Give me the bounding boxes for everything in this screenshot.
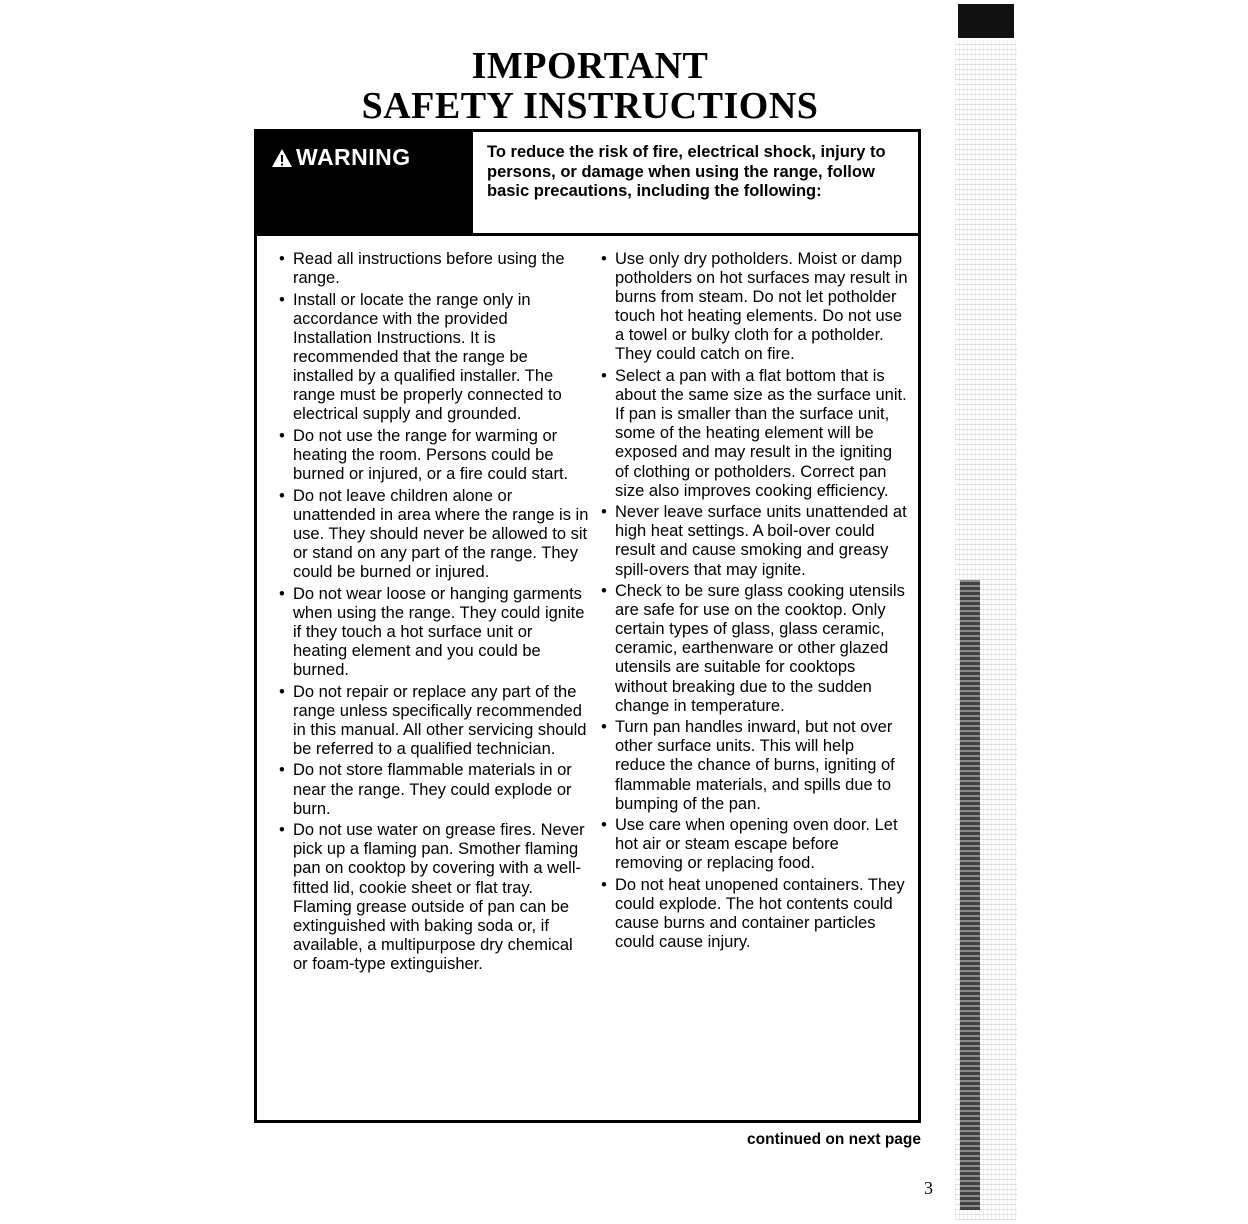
list-item: • Do not leave children alone or unattended in area where the range is in use. They should never be allowed to sit or stand on any part of the range. They could be burned or injured. xyxy=(279,487,589,582)
list-item: • Check to be sure glass cooking utensils are safe for use on the cooktop. Only certain types of glass, glass ceramic, ceramic, earthenware or other glazed utensils are suitable for cooktops without breaking due to the sudden change in temperature. xyxy=(601,582,909,716)
right-column xyxy=(601,250,909,955)
list-item: • Do not use the range for warming or heating the room. Persons could be burned or injured, or a fire could start. xyxy=(279,427,589,484)
warning-triangle-icon xyxy=(271,148,293,168)
edge-tab xyxy=(958,4,1014,38)
list-item: • Never leave surface units unattended at high heat settings. A boil-over could result and cause smoking and greasy spill-overs that may ignite. xyxy=(601,503,909,579)
warning-block xyxy=(257,132,473,235)
list-item: • Install or locate the range only in accordance with the provided Installation Instructions. It is recommended that the range be installed by a qualified installer. The range must be properly connected to electrical supply and grounded. xyxy=(279,291,589,425)
list-item: • Do not repair or replace any part of the range unless specifically recommended in this manual. All other servicing should be referred to a qualified technician. xyxy=(279,683,589,759)
warning-text: To reduce the risk of fire, electrical shock, injury to persons, or damage when using the range, follow basic precautions, including the following: xyxy=(487,143,886,200)
left-column xyxy=(279,250,589,976)
title-line-1: IMPORTANT xyxy=(471,45,709,87)
list-item: • Do not wear loose or hanging garments when using the range. They could ignite if they touch a hot surface unit or heating element and you could be burned. xyxy=(279,585,589,680)
list-item: • Do not store flammable materials in or near the range. They could explode or burn. xyxy=(279,761,589,818)
continued-note: continued on next page xyxy=(747,1131,921,1148)
list-item: • Do not use water on grease fires. Never pick up a flaming pan. Smother flaming pan on cooktop by covering with a well-fitted lid, cookie sheet or flat tray. Flaming grease outside of pan can be extinguished with baking soda or, if available, a multipurpose dry chemical or foam-type extinguisher. xyxy=(279,821,589,974)
warning-divider xyxy=(257,233,918,236)
warning-label xyxy=(271,144,411,171)
list-item: • Read all instructions before using the range. xyxy=(279,250,589,288)
list-item: • Turn pan handles inward, but not over other surface units. This will help reduce the chance of burns, igniting of flammable materials, and spills due to bumping of the pan. xyxy=(601,718,909,813)
title-line-2: SAFETY INSTRUCTIONS xyxy=(361,85,819,127)
list-item: • Do not heat unopened containers. They could explode. The hot contents could cause burns and container particles could cause injury. xyxy=(601,876,909,952)
list-item: • Select a pan with a flat bottom that is about the same size as the surface unit. If pan is smaller than the surface unit, some of the heating element will be exposed and may result in the igniting of clothing or potholders. Correct pan size also improves cooking efficiency. xyxy=(601,367,909,501)
scan-edge-dark xyxy=(960,580,980,1210)
page-number: 3 xyxy=(924,1178,933,1198)
warning-label-text: WARNING xyxy=(296,144,411,170)
list-item: • Use care when opening oven door. Let hot air or steam escape before removing or replacing food. xyxy=(601,816,909,873)
page-title xyxy=(250,46,930,126)
safety-box xyxy=(254,129,921,1123)
list-item: • Use only dry potholders. Moist or damp potholders on hot surfaces may result in burns from steam. Do not let potholder touch hot heating elements. Do not use a towel or bulky cloth for a potholder. They could catch on fire. xyxy=(601,250,909,365)
